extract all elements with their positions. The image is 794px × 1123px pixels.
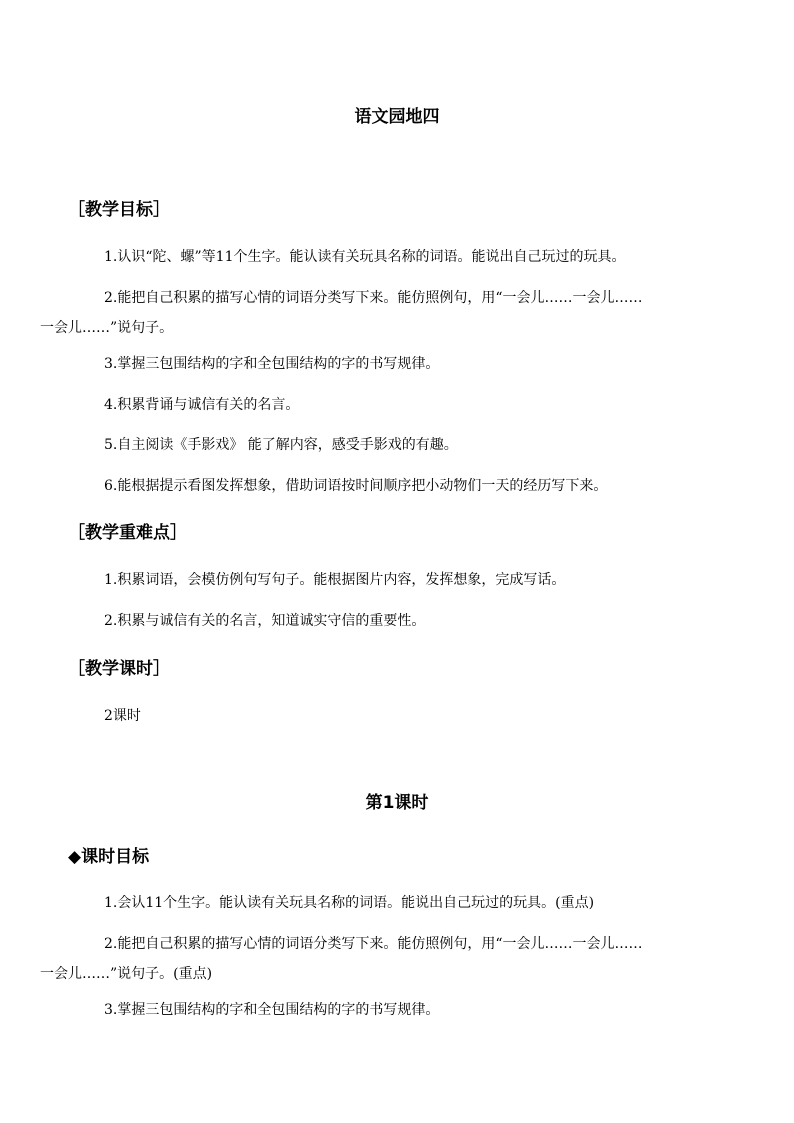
objective-item-5 xyxy=(72,430,724,460)
lesson1-title: 第1课时 xyxy=(365,793,429,813)
objective-item-4 xyxy=(72,390,724,420)
objective-item-5-text: 5.自主阅读《手影戏》 能了解内容，感受手影戏的有趣。 xyxy=(104,437,458,453)
key-point-item-2 xyxy=(72,606,724,636)
hours-text-block xyxy=(72,701,724,731)
lesson1-item-2-line-1: 2.能把自己积累的描写心情的词语分类写下来。能仿照例句，用“一会儿……一会儿…… xyxy=(104,936,643,952)
lesson1-item-1-text: 1.会认11个生字。能认读有关玩具名称的词语。能说出自己玩过的玩具。(重点) xyxy=(104,895,595,911)
objective-item-3 xyxy=(72,349,724,379)
objective-item-2-line-2: 一会儿……”说句子。 xyxy=(40,320,174,336)
lesson1-item-3 xyxy=(72,995,724,1025)
lesson1-item-3-text: 3.掌握三包围结构的字和全包围结构的字的书写规律。 xyxy=(104,1002,440,1018)
lesson1-item-2 xyxy=(40,929,724,989)
lesson1-item-2-line-2: 一会儿……”说句子。(重点) xyxy=(40,966,213,982)
objective-item-6-text: 6.能根据提示看图发挥想象，借助词语按时间顺序把小动物们一天的经历写下来。 xyxy=(104,478,608,494)
objective-item-2 xyxy=(40,283,724,343)
key-point-item-1 xyxy=(72,565,724,595)
objective-item-1-text: 1.认识“陀、螺”等11个生字。能认读有关玩具名称的词语。能说出自己玩过的玩具。 xyxy=(104,249,626,265)
lesson1-goals-heading: ◆课时目标 xyxy=(68,847,150,867)
document-title: 语文园地四 xyxy=(354,107,440,127)
key-point-item-2-text: 2.积累与诚信有关的名言，知道诚实守信的重要性。 xyxy=(104,613,426,629)
objective-item-3-text: 3.掌握三包围结构的字和全包围结构的字的书写规律。 xyxy=(104,356,440,372)
objective-item-2-line-1: 2.能把自己积累的描写心情的词语分类写下来。能仿照例句，用“一会儿……一会儿…… xyxy=(104,290,643,306)
hours-text: 2课时 xyxy=(104,708,141,724)
lesson1-item-1 xyxy=(72,888,724,918)
objectives-heading: ［教学目标］ xyxy=(68,200,170,220)
objective-item-6 xyxy=(72,471,724,501)
key-point-item-1-text: 1.积累词语，会模仿例句写句子。能根据图片内容，发挥想象，完成写话。 xyxy=(104,572,566,588)
objective-item-1 xyxy=(72,242,724,272)
hours-heading: ［教学课时］ xyxy=(68,659,170,679)
key-points-heading: ［教学重难点］ xyxy=(68,523,187,543)
objective-item-4-text: 4.积累背诵与诚信有关的名言。 xyxy=(104,397,300,413)
